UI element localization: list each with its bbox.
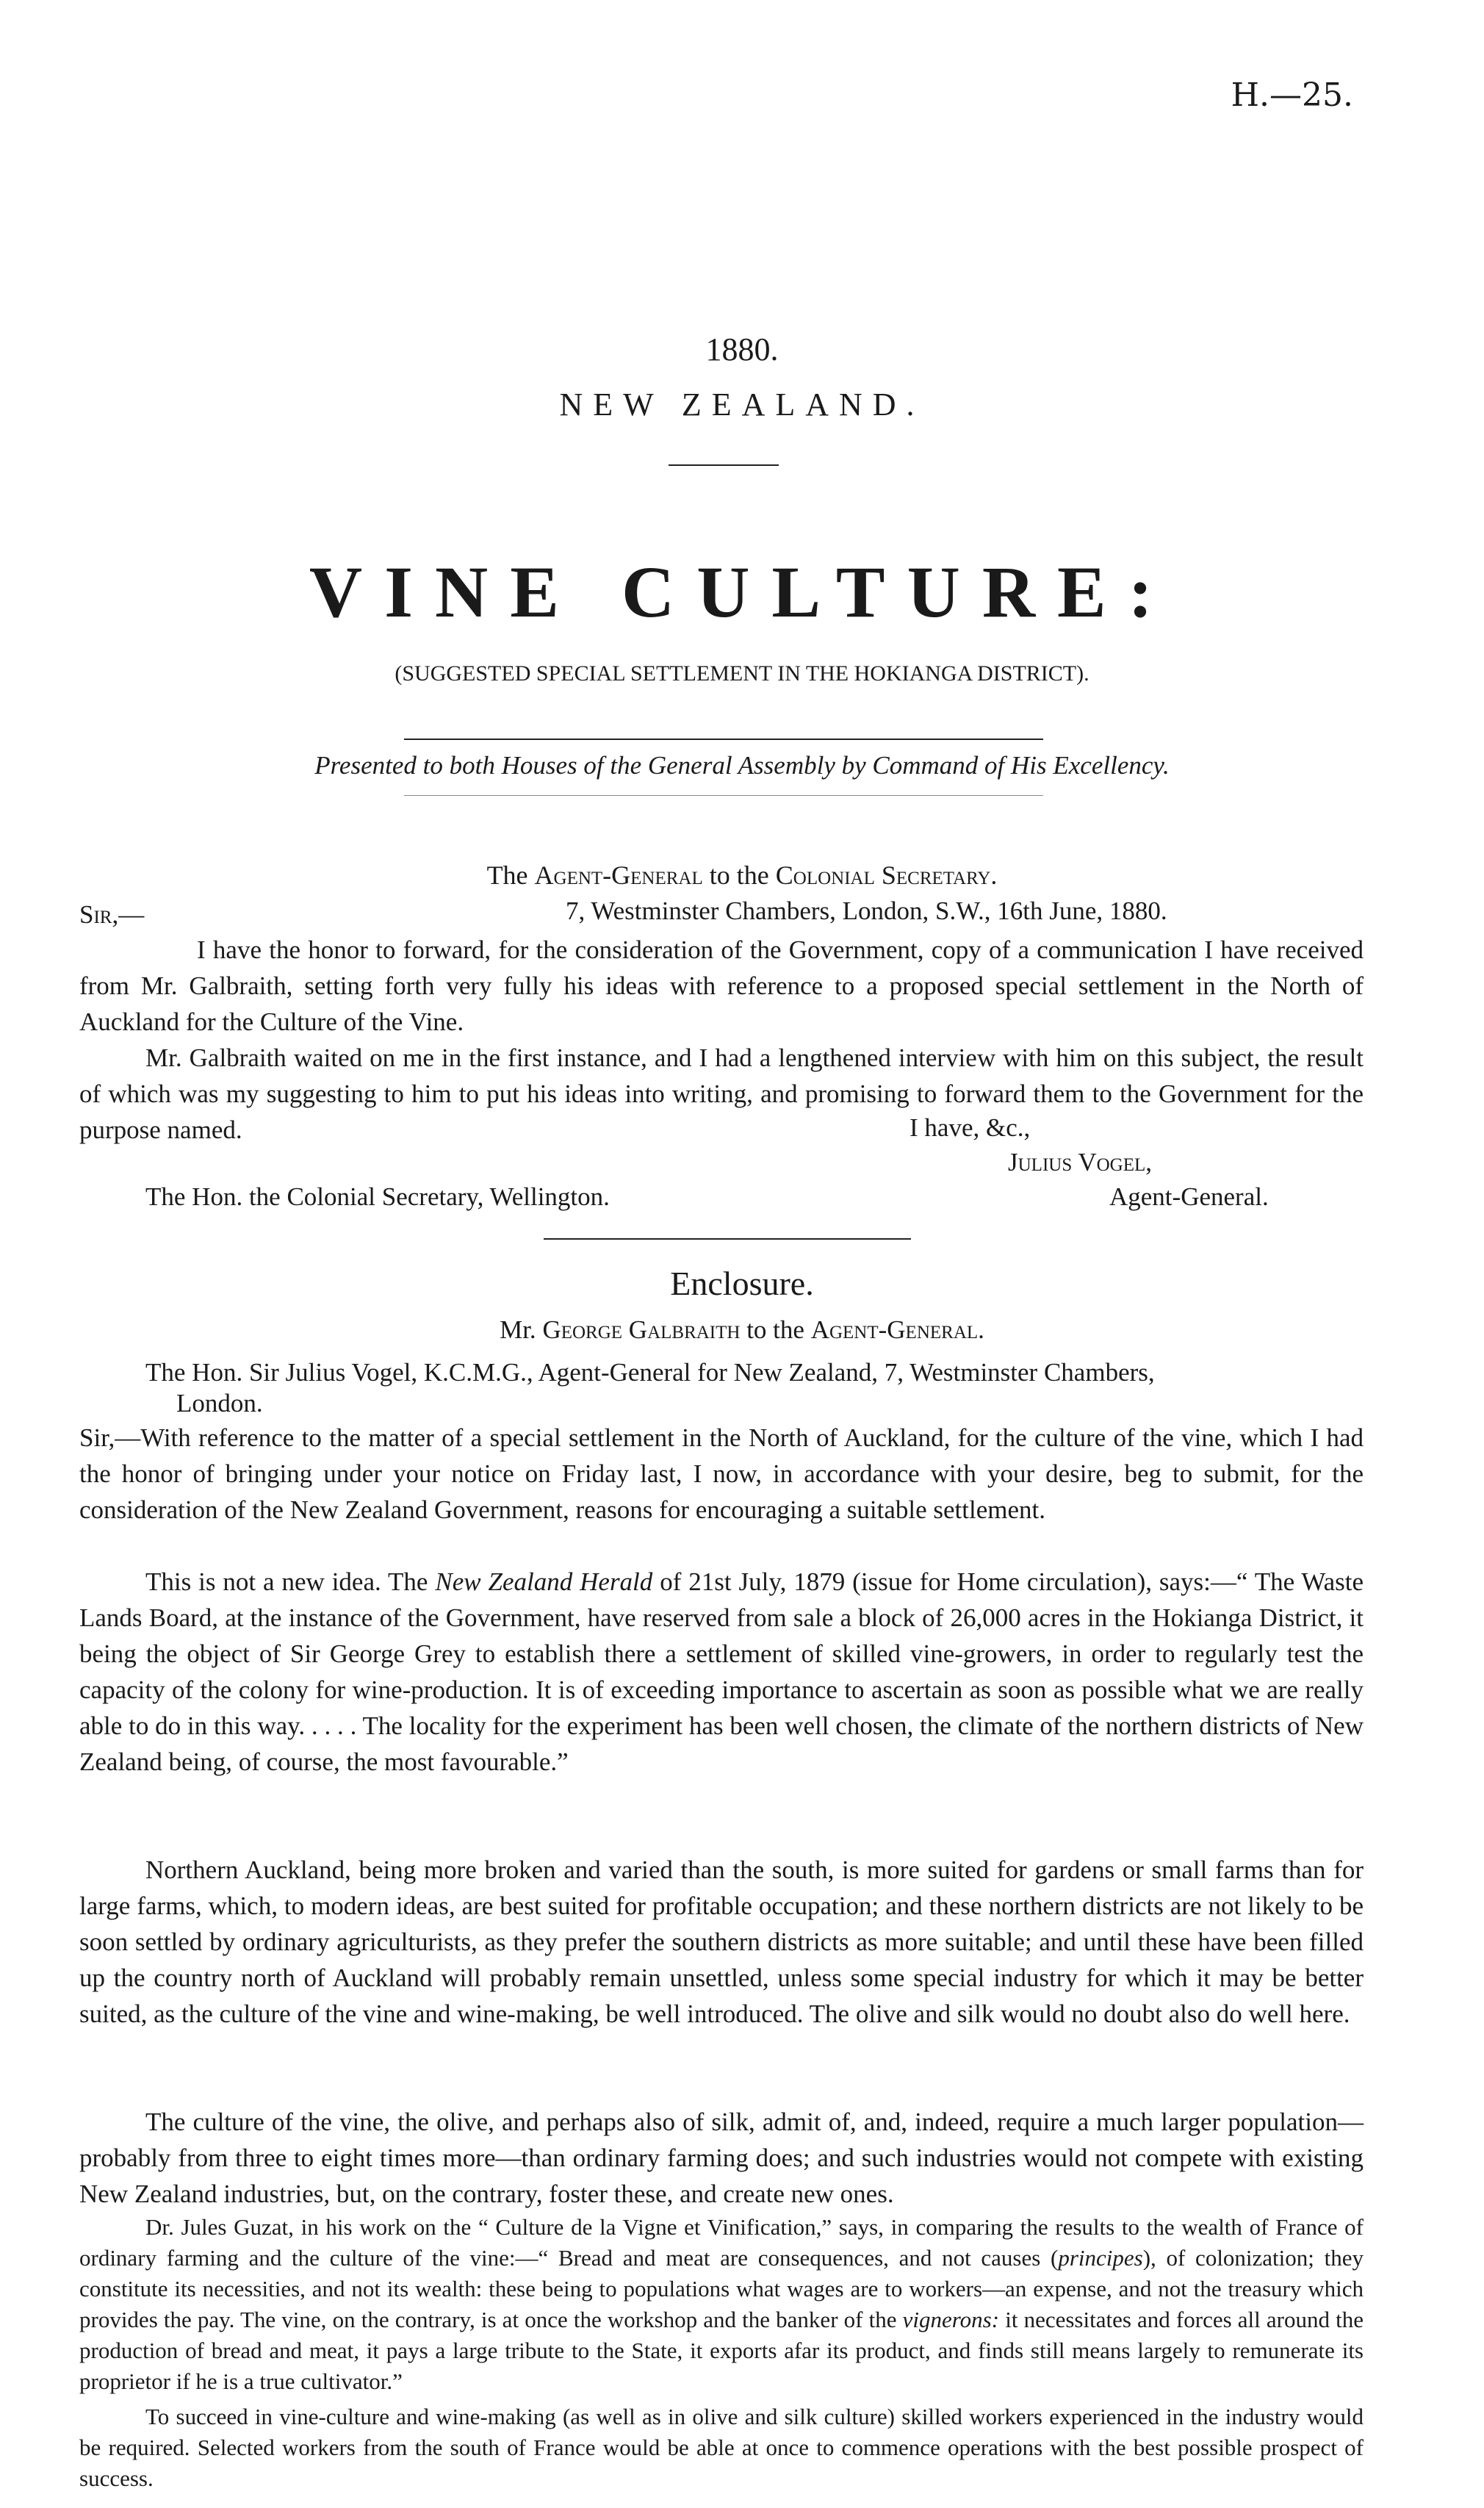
enclosure-paragraph-6: To succeed in vine-culture and wine-making (as well as in olive and silk culture) skilled workers experienced in the industry would be required. Selected workers from the south of France would be able at once to commence operations with the best possible prospect of success. (79, 2404, 1364, 2491)
letter-paragraph-1: I have the honor to forward, for the consideration of the Government, copy of a communication I have received from Mr. Galbraith, setting forth very fully his ideas with reference to a proposed special settlement in the North of Auckland for the Culture of the Vine. (79, 935, 1364, 1036)
p5-text-a: Dr. Jules Guzat, in his work on the “ Culture de la Vigne et Vinification,” says, in comparing the results to the wealth of France of ordinary farming and the culture of the vine:—“ Bread and meat are consequences, and not causes ( (79, 2214, 1364, 2271)
p5-vignerons: vignerons: (902, 2307, 1000, 2332)
heading-the: The (486, 860, 528, 890)
heading-sender: Agent-General (534, 860, 703, 890)
presented-rule-bottom (404, 795, 1043, 796)
enclosure-subheading (0, 1315, 1484, 1345)
letter-signature-title: Agent-General. (1109, 1182, 1269, 1211)
letter-paragraph-2: Mr. Galbraith waited on me in the first instance, and I had a lengthened interview with him on this subject, the result of which was my suggesting to him to put his ideas into writing, and promising to forward them to the Government for the purpose named. (79, 1043, 1364, 1144)
enclosure-paragraph-1: Sir,—With reference to the matter of a special settlement in the North of Auckland, for the culture of the vine, which I had the honor of bringing under your notice on Friday last, I now, in accordance with your desire, beg to submit, for the consideration of the New Zealand Government, reasons for encouraging a suitable settlement. (79, 1423, 1364, 1524)
p5-principes: principes (1058, 2245, 1143, 2271)
letter-signature: Julius Vogel, (1008, 1148, 1153, 1176)
presented-line: Presented to both Houses of the General Assembly by Command of His Excellency. (314, 751, 1170, 780)
title-rule-short (669, 464, 779, 466)
page-reference: H.—25. (1231, 76, 1353, 114)
heading-recipient: Colonial Secretary. (775, 860, 998, 890)
heading-to: to the (709, 860, 769, 890)
document-year: 1880. (705, 331, 779, 367)
document-title: VINE CULTURE: (309, 551, 1175, 633)
section-divider (544, 1238, 911, 1240)
enclosure-sub-to: to the (746, 1315, 804, 1344)
letter-heading (0, 860, 1484, 891)
presented-rule-top (404, 739, 1043, 740)
p2-text-b: of 21st July, 1879 (issue for Home circulation), says:—“ The Waste Lands Board, at the instance of the Government, have reserved from sale a block of 26,000 acres in the Hokianga District, it being the object of Sir George Grey to establish there a settlement of skilled vine-growers, in order to regularly test the capacity of the colony for wine-production. It is of exceeding importance to ascertain as soon as possible what we are really able to do in this way. . . . . The locality for the experiment has been well chosen, the climate of the northern districts of New Zealand being, of course, the most favourable.” (79, 1567, 1364, 1776)
document-subtitle: (SUGGESTED SPECIAL SETTLEMENT IN THE HOKIANGA DISTRICT). (395, 661, 1089, 686)
enclosure-sub-recipient: Agent-General. (810, 1315, 984, 1344)
enclosure-heading: Enclosure. (670, 1265, 814, 1302)
enclosure-addressee-line1: The Hon. Sir Julius Vogel, K.C.M.G., Agent-General for New Zealand, 7, Westminster Chambers, (145, 1358, 1155, 1387)
letter-closing: I have, &c., (910, 1113, 1031, 1142)
p5-text-c: it necessitates and forces all around the production of bread and meat, it pays a large tribute to the State, it exports afar its product, and finds still means largely to remunerate its proprietor if he is a true cultivator.” (79, 2307, 1364, 2394)
enclosure-addressee-line2: London. (176, 1389, 263, 1418)
enclosure-sub-mr: Mr. (500, 1315, 536, 1344)
letter-salutation: Sir,— (79, 900, 145, 929)
p5-text-b: ), of colonization; they constitute its necessities, and not its wealth: these being to populations what wages are to workers—an expense, and not the treasury which provides the pay. The vine, on the contrary, is at once the workshop and the banker of the (79, 2245, 1364, 2332)
enclosure-paragraph-4: The culture of the vine, the olive, and perhaps also of silk, admit of, and, indeed, require a much larger population—probably from three to eight times more—than ordinary farming does; and such industries would not compete with existing New Zealand industries, but, on the contrary, foster these, and create new ones. (79, 2108, 1364, 2208)
enclosure-paragraph-3: Northern Auckland, being more broken and varied than the south, is more suited for gardens or small farms than for large farms, which, to modern ideas, are best suited for profitable occupation; and these northern districts are not likely to be soon settled by ordinary agriculturists, as they prefer the southern districts as more suitable; and until these have been filled up the country north of Auckland will probably remain unsettled, unless some special industry for which it may be better suited, as the culture of the vine and wine-making, be well introduced. The olive and silk would no doubt also do well here. (79, 1855, 1364, 2028)
letter-address: 7, Westminster Chambers, London, S.W., 16th June, 1880. (566, 897, 1167, 925)
p2-newspaper-title: New Zealand Herald (435, 1567, 653, 1596)
enclosure-sub-sender: George Galbraith (542, 1315, 741, 1344)
document-country: NEW ZEALAND. (559, 387, 925, 423)
enclosure-paragraph-5 (79, 2212, 1364, 2397)
letter-addressee: The Hon. the Colonial Secretary, Wellington. (145, 1182, 610, 1211)
p2-text-a: This is not a new idea. The (145, 1567, 428, 1596)
enclosure-paragraph-2 (79, 1564, 1364, 1780)
